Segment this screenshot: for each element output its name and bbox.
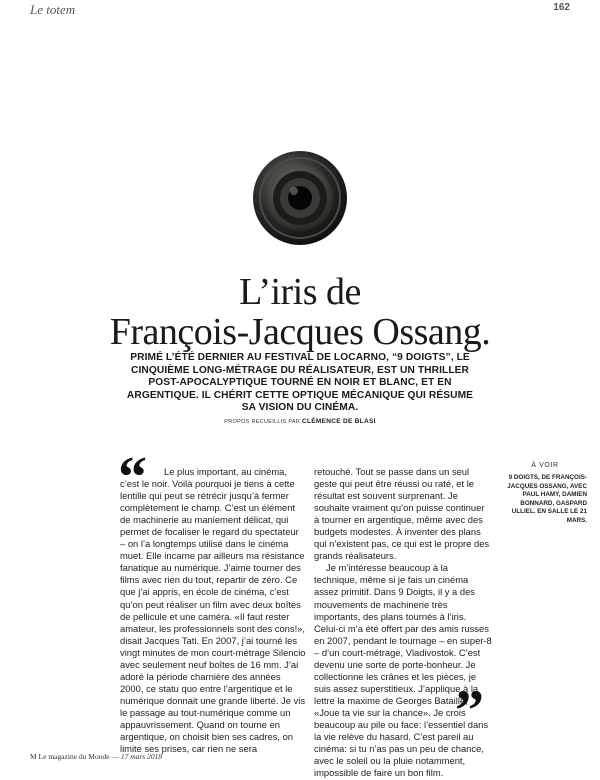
credit: [120, 418, 480, 425]
sidebar-text: 9 DOIGTS, DE FRANÇOIS-JACQUES OSSANG, AVEC PAUL HAMY, DAMIEN BONNARD, GASPARD ULLIEL. EN SALLE LE 21 MARS.: [507, 474, 587, 524]
footer-magazine: M Le magazine du Monde: [30, 752, 110, 761]
section-tag: Le totem: [30, 2, 76, 17]
sidebar-heading: À VOIR: [531, 462, 559, 469]
page-number: 162: [553, 2, 570, 13]
body-column-1: [120, 466, 306, 755]
footer-separator: —: [109, 752, 121, 761]
paragraph: Je m’intéresse beaucoup à la technique, même si je fais un cinéma assez primitif. Dans 9 Doigts, il y a des mouvements de machinerie très importants, des plans tournés à l’iris. Celui-ci m’a été offert par des amis russes en 2007, pendant le tournage – en super-8 – d’un court-métrage, Vladivostok. C’est devenu une sorte de porte-bonheur. Je collectionne les crânes et les pièces, je suis assez superstitieux. J’applique à la lettre la maxime de Georges Bataille, «Joue ta vie sur la chance». Je crois beaucoup au pile ou face: l’essentiel dans la vie relève du hasard. C’est pareil au cinéma: si tu n’as pas un peu de chance, avec le soleil ou la pluie notamment, impossible de faire un bon film.: [314, 562, 492, 779]
open-quote-mark: “: [118, 444, 147, 509]
close-quote-mark: ”: [455, 678, 484, 743]
article-title: [0, 272, 600, 352]
title-line-1: L’iris de: [239, 271, 361, 313]
footer-date: 17 mars 2018: [120, 752, 163, 761]
credit-author: CLÉMENCE DE BLASI: [302, 418, 376, 425]
paragraph: Le plus important, au cinéma, c’est le noir. Voilà pourquoi je tiens à cette lentille qui peut se rétrécir jusqu’à fermer complètement le champ. C’est un élément de machinerie au maniement délicat, qui permet de focaliser le regard du spectateur – on l’a longtemps utilisé dans le cinéma muet. Elle incarne par ailleurs ma résistance fanatique au numérique. J’aime tourner des films avec rien du tout, repartir de zéro. Ce que j’ai appris, en école de cinéma, c’est qu’on peut réaliser un film avec deux boîtes de pellicule et une caméra. «Il faut rester amateur, les professionnels sont des cons!», disait Jacques Tati. En 2007, j’ai tourné les vingt minutes de mon court-métrage Silencio avec seulement neuf boîtes de 16 mm. J’ai adoré la période charnière des années 2000, ce statu quo entre l’argentique et le numérique donnait une grande liberté. Je vis le passage au tout-numérique comme un appauvrissement. Quand on tourne en argentique, on choisit bien ses cadres, on limite ses prises, car rien ne sera: [120, 466, 306, 755]
camera-iris-lens-icon: [250, 148, 350, 248]
paragraph: retouché. Tout se passe dans un seul geste qui peut être réussi ou raté, et le résultat est souvent surprenant. Je souhaite vraiment qu’on puisse continuer à tourner en argentique, même avec des budgets modestes. À inventer des plans qui n’existent pas, ce qui est le propre des grands réalisateurs.: [314, 466, 490, 562]
standfirst: PRIMÉ L’ÉTÉ DERNIER AU FESTIVAL DE LOCARNO, “9 DOIGTS”, LE CINQUIÈME LONG-MÉTRAGE DU RÉALISATEUR, EST UN THRILLER POST-APOCALYPTIQUE TOURNÉ EN NOIR ET BLANC, ET EN ARGENTIQUE. IL CHÉRIT CETTE OPTIQUE MÉCANIQUE QUI RÉSUME SA VISION DU CINÉMA.: [126, 352, 474, 414]
title-line-2: François-Jacques Ossang.: [109, 311, 491, 353]
footer: [30, 752, 162, 761]
credit-prefix: PROPOS RECUEILLIS PAR: [224, 419, 301, 425]
